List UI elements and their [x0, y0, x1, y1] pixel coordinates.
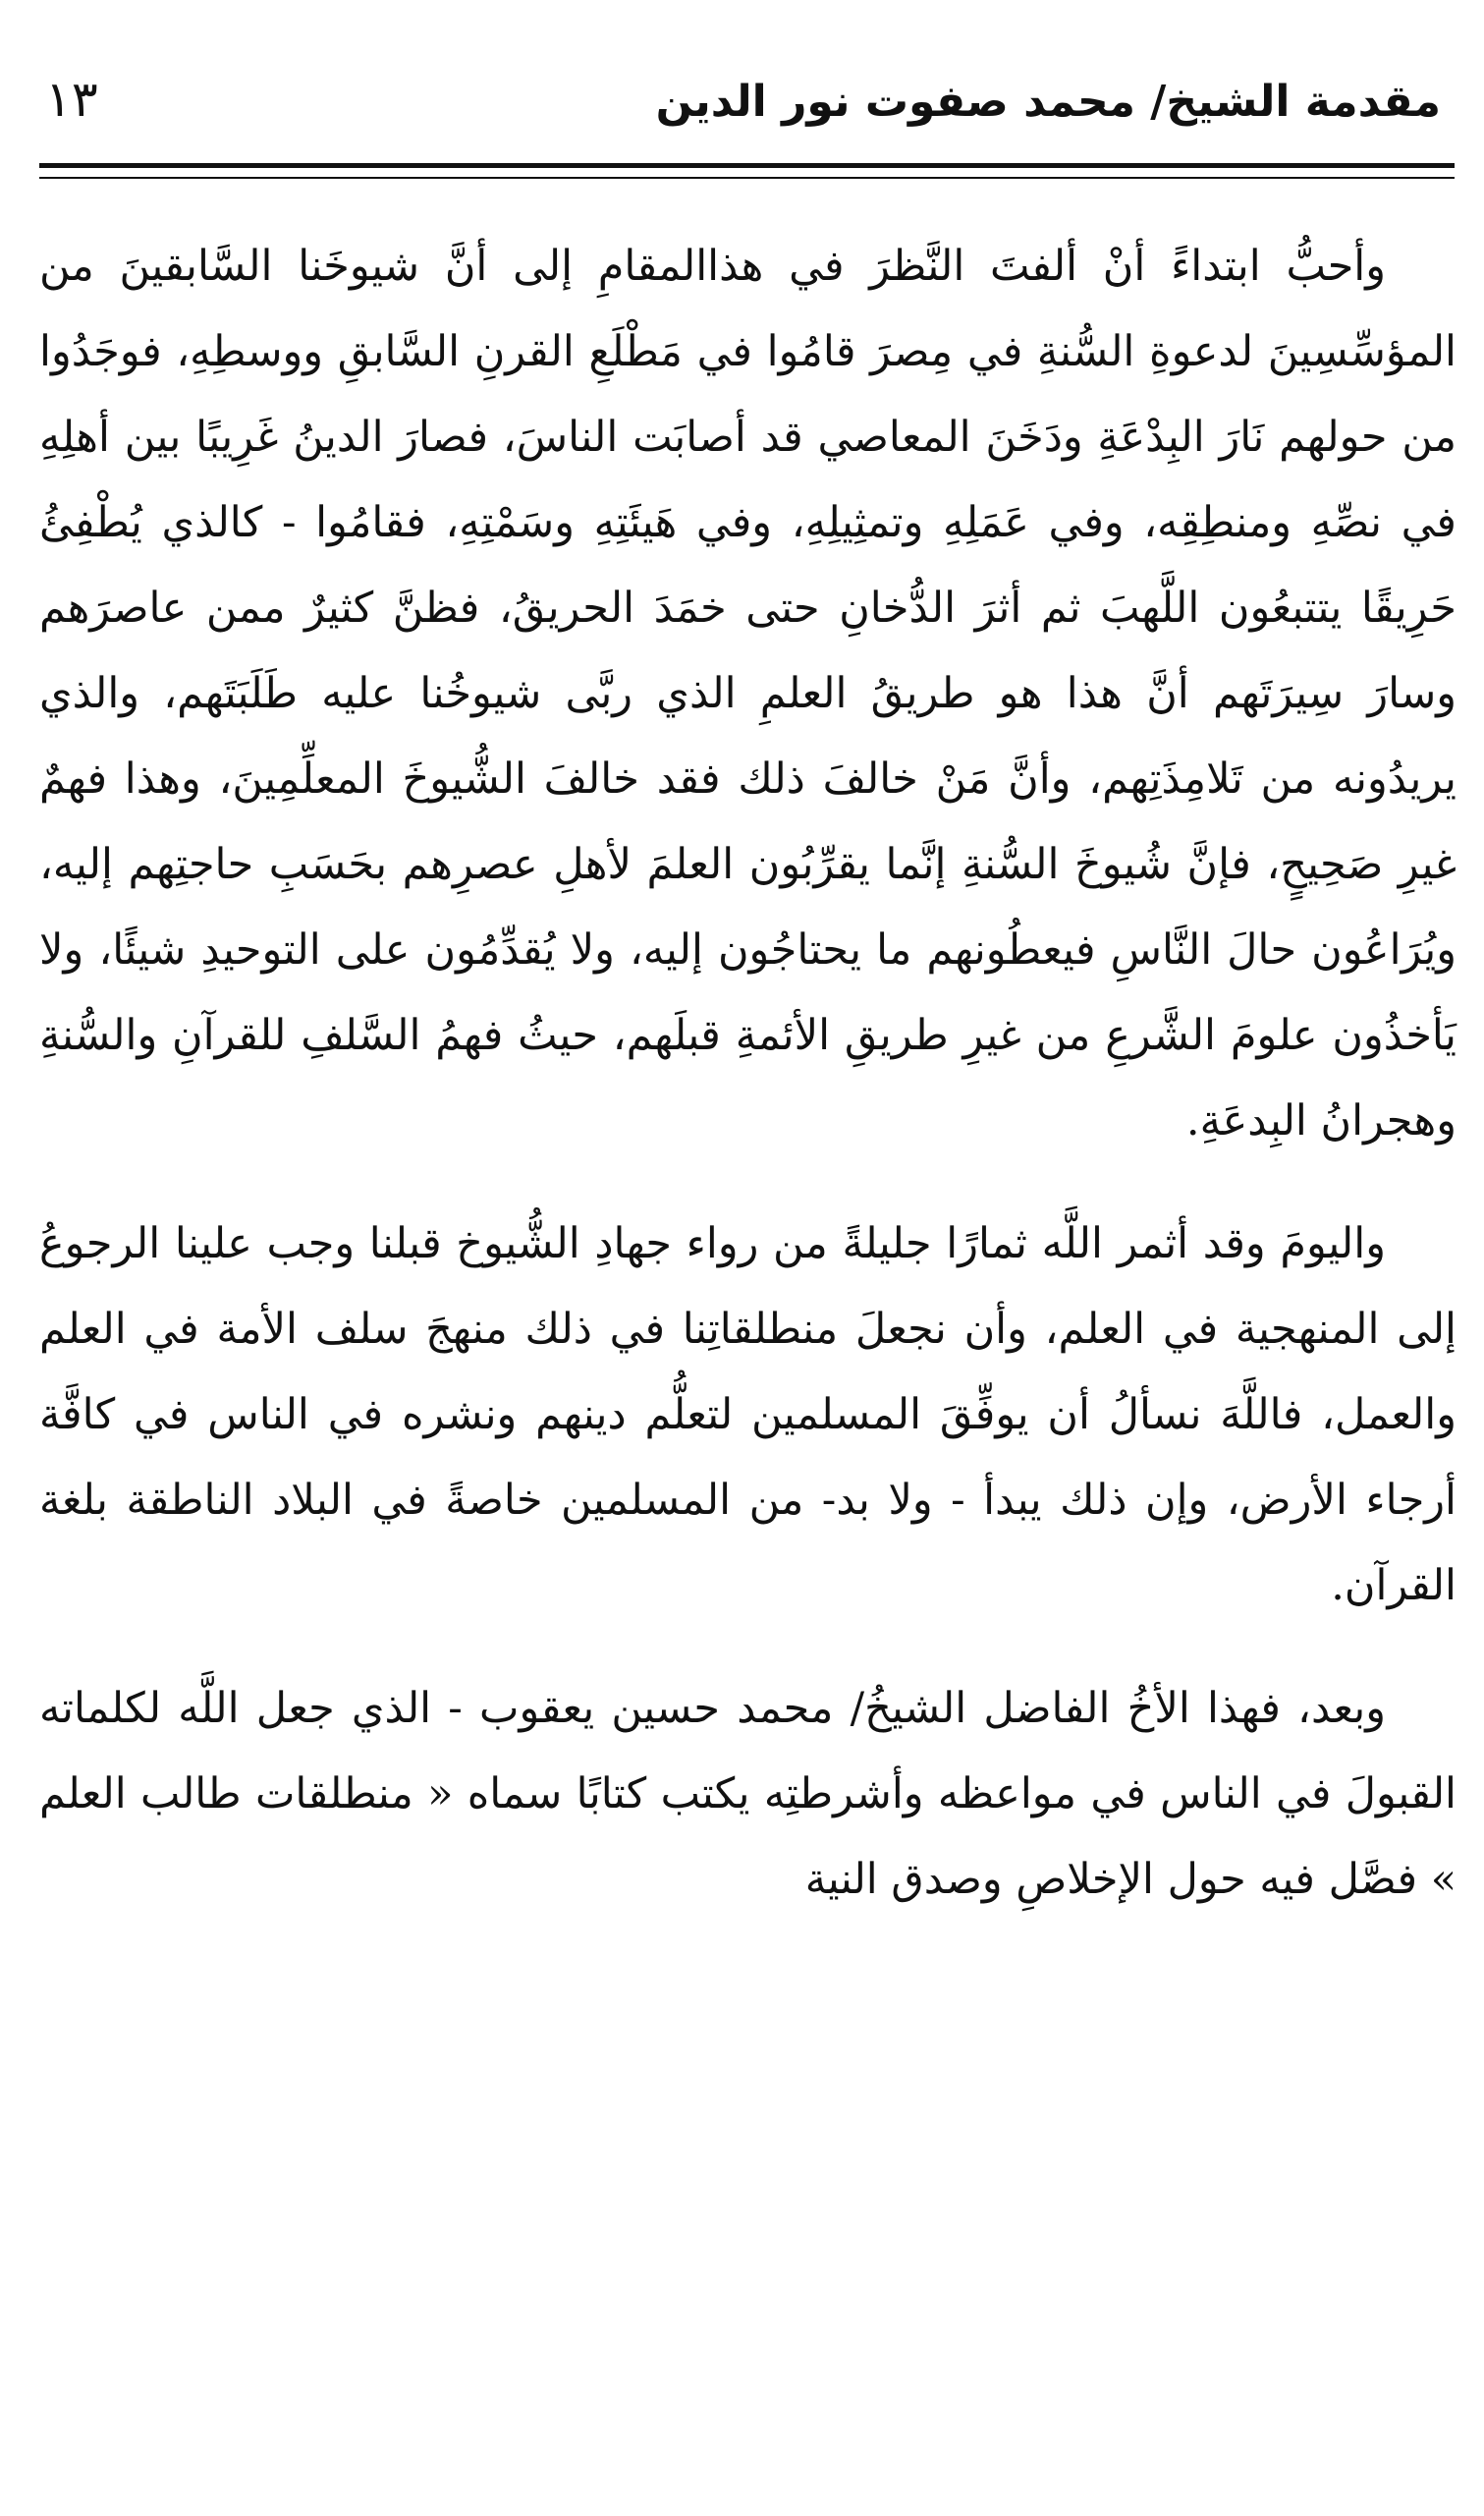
- running-title: مقدمة الشيخ/ محمد صفوت نور الدين: [655, 77, 1441, 127]
- page-header: [39, 67, 1455, 155]
- header-rule-thin: [39, 177, 1455, 179]
- paragraph-3: وبعد، فهذا الأخُ الفاضل الشيخُ/ محمد حسين يعقوب - الذي جعل اللَّه لكلماته القبولَ في الناس في مواعظه وأشرطتِه يكتب كتابًا سماه « منطلقات طالب العلم » فصَّل فيه حول الإخلاصِ وصدق النية: [39, 1684, 1457, 1904]
- header-rule-thick: [39, 163, 1455, 168]
- body-text: [39, 224, 1457, 1923]
- paragraph-2: واليومَ وقد أثمر اللَّه ثمارًا جليلةً من رواء جهادِ الشُّيوخ قبلنا وجب علينا الرجوعُ إلى المنهجية في العلم، وأن نجعلَ منطلقاتِنا في ذلك منهجَ سلف الأمة في العلم والعمل، فاللَّهَ نسألُ أن يوفِّقَ المسلمين لتعلُّم دينهم ونشره في الناس في كافَّة أرجاء الأرض، وإن ذلك يبدأ - ولا بد- من المسلمين خاصةً في البلاد الناطقة بلغة القرآن.: [39, 1219, 1457, 1610]
- paragraph-1: وأحبُّ ابتداءً أنْ ألفتَ النَّظرَ في هذاالمقامِ إلى أنَّ شيوخَنا السَّابقينَ من المؤسِّسِينَ لدعوةِ السُّنةِ في مِصرَ قامُوا في مَطْلَعِ القرنِ السَّابقِ ووسطِهِ، فوجَدُوا من حولهم نَارَ البِدْعَةِ ودَخَنَ المعاصي قد أصابَت الناسَ، فصارَ الدينُ غَرِيبًا بين أهلِهِ في نصِّهِ ومنطِقِه، وفي عَمَلِهِ وتمثِيلِهِ، وفي هَيئَتِهِ وسَمْتِهِ، فقامُوا - كالذي يُطْفِئُ حَرِيقًا يتتبعُون اللَّهبَ ثم أثرَ الدُّخانِ حتى خمَدَ الحريقُ، فظنَّ كثيرٌ ممن عاصرَهم وسارَ سِيرَتَهم أنَّ هذا هو طريقُ العلمِ الذي ربَّى شيوخُنا عليه طَلَبَتَهم، والذي يريدُونه من تَلامِذَتِهم، وأنَّ مَنْ خالفَ ذلك فقد خالفَ الشُّيوخَ المعلِّمِينَ، وهذا فهمٌ غيرِ صَحِيحٍ، فإنَّ شُيوخَ السُّنةِ إنَّما يقرِّبُون العلمَ لأهلِ عصرِهم بحَسَبِ حاجتِهم إليه، ويُرَاعُون حالَ النَّاسِ فيعطُونهم ما يحتاجُون إليه، ولا يُقدِّمُون على التوحيدِ شيئًا، ولا يَأخذُون علومَ الشَّرعِ من غيرِ طريقِ الأئمةِ قبلَهم، حيثُ فهمُ السَّلفِ للقرآنِ والسُّنةِ وهجرانُ البِدعَةِ.: [39, 242, 1457, 1146]
- page-number: ١٣: [45, 71, 98, 128]
